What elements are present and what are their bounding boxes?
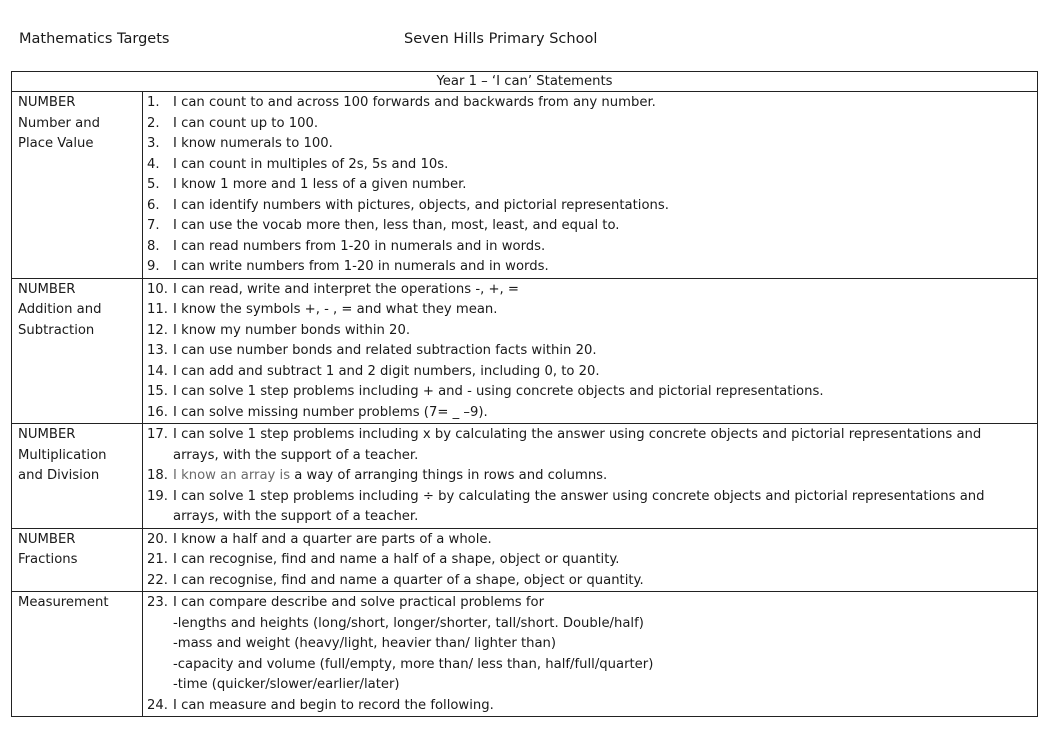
section-row (12, 278, 1038, 424)
statement-subitem: -capacity and volume (full/empty, more than/ less than, half/full/quarter) (173, 656, 654, 672)
statement-text: I can read numbers from 1-20 in numerals and in words. (173, 238, 546, 254)
statement-item (147, 530, 1033, 551)
statement-item (147, 403, 1033, 424)
statements-cell (143, 424, 1038, 529)
statement-item (147, 93, 1033, 114)
section-row (12, 424, 1038, 529)
statement-number: 23. (147, 595, 168, 610)
strand-cell (12, 278, 143, 424)
statement-text: I can recognise, find and name a half of a shape, object or quantity. (173, 552, 620, 567)
strand-cell (12, 528, 143, 592)
strand-label: NUMBER (18, 281, 76, 297)
statement-number: 19. (147, 488, 168, 504)
statement-text: I can read, write and interpret the operations -, +, = (173, 281, 519, 297)
statement-item (147, 196, 1033, 217)
strand-label: Number and (18, 115, 100, 131)
strand-cell (12, 592, 143, 717)
statement-text: I can use number bonds and related subtraction facts within 20. (173, 343, 597, 358)
statement-number: 14. (147, 363, 168, 379)
statement-item (147, 571, 1033, 592)
statement-item (147, 175, 1033, 196)
section-row (12, 528, 1038, 592)
statement-item (147, 341, 1033, 362)
statement-text: I know 1 more and 1 less of a given number. (173, 177, 467, 192)
statement-number: 5. (147, 177, 160, 192)
statement-number: 2. (147, 115, 160, 131)
statement-number: 17. (147, 427, 168, 442)
statements-cell (143, 592, 1038, 717)
statement-text: I can solve 1 step problems including + and - using concrete objects and pictorial representations. (173, 384, 824, 399)
statement-subitem: -time (quicker/slower/earlier/later) (173, 677, 400, 692)
statement-text-rest: a way of arranging things in rows and columns. (290, 468, 608, 483)
statements-cell (143, 278, 1038, 424)
statement-text: I can use the vocab more then, less than, most, least, and equal to. (173, 218, 620, 233)
document-heading-subject: Mathematics Targets (19, 31, 170, 47)
statement-text (173, 466, 1033, 487)
statement-text: I know my number bonds within 20. (173, 322, 411, 338)
statement-item (147, 237, 1033, 258)
statement-item (147, 321, 1033, 342)
statement-subitem: -lengths and heights (long/short, longer/shorter, tall/short. Double/half) (173, 615, 644, 631)
statement-text: I can compare describe and solve practical problems for (173, 595, 545, 610)
statement-text: I know the symbols +, - , = and what they mean. (173, 302, 498, 317)
statement-item (147, 425, 1033, 446)
strand-label: Measurement (18, 595, 109, 610)
strand-label: Place Value (18, 136, 94, 151)
statement-text: I know numerals to 100. (173, 136, 333, 151)
statement-text: I can count in multiples of 2s, 5s and 10s. (173, 156, 449, 172)
statement-number: 1. (147, 95, 160, 110)
statement-number: 3. (147, 136, 160, 151)
statement-item (147, 257, 1033, 278)
statement-item (147, 362, 1033, 383)
statement-item (147, 550, 1033, 571)
section-row (12, 592, 1038, 717)
statement-text-grey: I know an array is (173, 468, 291, 483)
strand-label: and Division (18, 468, 100, 483)
statement-item (147, 466, 1033, 487)
statement-text: I can recognise, find and name a quarter of a shape, object or quantity. (173, 572, 644, 588)
statement-number: 8. (147, 238, 160, 254)
statement-text: I can solve 1 step problems including x by calculating the answer using concrete objects and pictorial representations and (173, 427, 982, 442)
strand-label: NUMBER (18, 427, 76, 442)
strand-cell (12, 424, 143, 529)
statement-number: 4. (147, 156, 160, 172)
statement-item (147, 593, 1033, 614)
table-title: Year 1 – ‘I can’ Statements (12, 72, 1038, 92)
statement-item (147, 696, 1033, 717)
statement-number: 24. (147, 697, 168, 713)
statement-item (147, 114, 1033, 135)
statement-item (147, 155, 1033, 176)
statement-text: I know a half and a quarter are parts of a whole. (173, 531, 492, 547)
targets-table (11, 71, 1038, 717)
statement-text: I can count up to 100. (173, 115, 319, 131)
strand-label: NUMBER (18, 531, 76, 547)
strand-label: Fractions (18, 552, 78, 567)
statement-number: 22. (147, 572, 168, 588)
statement-number: 6. (147, 197, 160, 213)
statement-number: 20. (147, 531, 168, 547)
statement-number: 21. (147, 552, 168, 567)
statement-item (147, 280, 1033, 301)
statement-text: I can identify numbers with pictures, objects, and pictorial representations. (173, 197, 669, 213)
statement-number: 13. (147, 343, 168, 358)
statement-text: I can solve missing number problems (7= _ –9). (173, 404, 488, 420)
statement-subitem: -mass and weight (heavy/light, heavier than/ lighter than) (173, 636, 557, 651)
section-row (12, 92, 1038, 279)
statements-cell (143, 92, 1038, 279)
statement-item (147, 134, 1033, 155)
statement-text: I can add and subtract 1 and 2 digit numbers, including 0, to 20. (173, 363, 600, 379)
strand-label: Addition and (18, 302, 102, 317)
statement-continuation: arrays, with the support of a teacher. (173, 447, 419, 463)
statement-number: 18. (147, 468, 168, 483)
strand-label: Multiplication (18, 447, 107, 463)
document-heading-school: Seven Hills Primary School (404, 31, 598, 47)
statement-text: I can solve 1 step problems including ÷ by calculating the answer using concrete objects and pictorial representations and (173, 488, 985, 504)
statement-text: I can write numbers from 1-20 in numerals and in words. (173, 259, 549, 274)
strand-label: Subtraction (18, 322, 95, 338)
strand-label: NUMBER (18, 95, 76, 110)
statement-number: 12. (147, 322, 168, 338)
statement-number: 15. (147, 384, 168, 399)
statement-item (147, 216, 1033, 237)
strand-cell (12, 92, 143, 279)
table-title-row (12, 72, 1038, 92)
statements-cell (143, 528, 1038, 592)
statement-continuation: arrays, with the support of a teacher. (173, 509, 419, 524)
statement-number: 10. (147, 281, 168, 297)
statement-text: I can count to and across 100 forwards and backwards from any number. (173, 95, 656, 110)
statement-number: 9. (147, 259, 160, 274)
statement-item (147, 382, 1033, 403)
statement-item (147, 300, 1033, 321)
statement-number: 11. (147, 302, 168, 317)
statement-number: 7. (147, 218, 160, 233)
statement-text: I can measure and begin to record the following. (173, 697, 494, 713)
statement-item (147, 487, 1033, 508)
statement-number: 16. (147, 404, 168, 420)
